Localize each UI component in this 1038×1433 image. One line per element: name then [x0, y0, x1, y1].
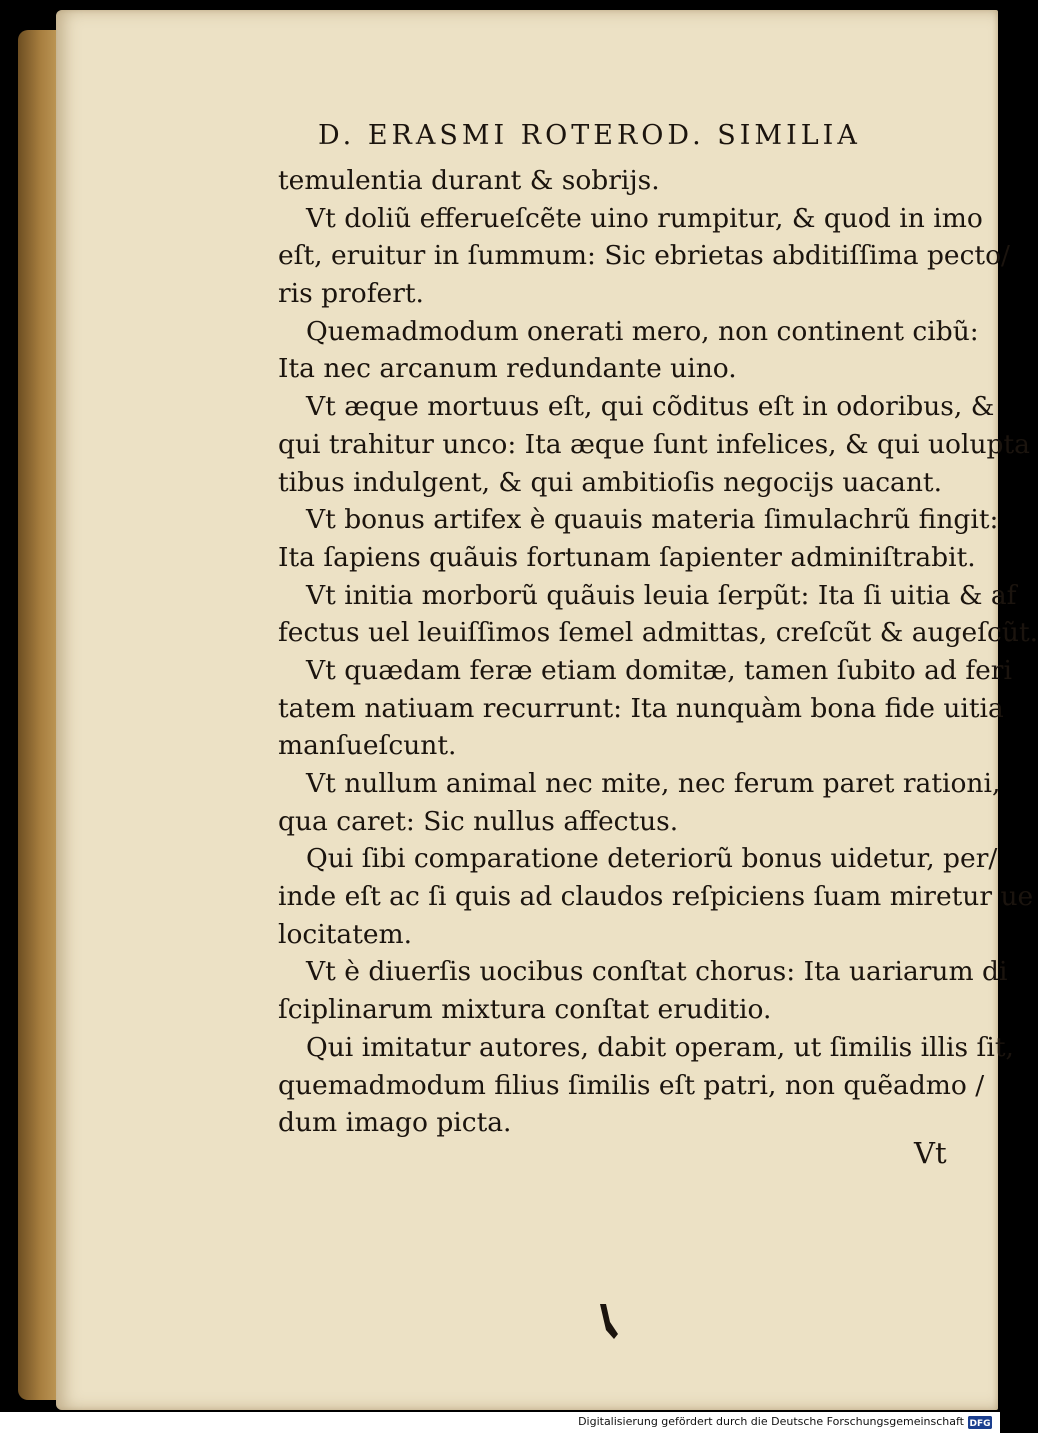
text-line: ſciplinarum mixtura conſtat eruditio. [278, 994, 772, 1026]
text-line: Vt quædam feræ etiam domitæ, tamen ſubito ad feri [306, 654, 1012, 686]
text-line: Qui ſibi comparatione deteriorũ bonus uidetur, per/ [306, 843, 998, 875]
text-line: temulentia durant & sobrijs. [278, 165, 660, 196]
text-line: Vt bonus artifex è quauis materia ſimulachrũ fingit: [306, 504, 999, 536]
running-head: D. ERASMI ROTEROD. SIMILIA [318, 120, 861, 151]
text-line: qui trahitur unco: Ita æque ſunt infelices, & qui uolupta [278, 428, 1030, 460]
text-line: Vt doliũ efferueſcẽte uino rumpitur, & quod in imo [306, 202, 983, 234]
text-block [278, 162, 1038, 1142]
text-line: Quemadmodum onerati mero, non continent cibũ: [306, 315, 979, 347]
text-line: Vt initia morborũ quãuis leuia ſerpũt: Ita ſi uitia & af [306, 579, 1017, 611]
catchword: Vt [914, 1136, 947, 1170]
svg-text:DFG: DFG [969, 1419, 991, 1429]
text-line: quemadmodum filius ſimilis eſt patri, non quẽadmo / [278, 1069, 985, 1101]
text-line: Ita nec arcanum redundante uino. [278, 353, 737, 385]
text-line: inde eſt ac ſi quis ad claudos reſpiciens ſuam miretur ue [278, 881, 1034, 913]
text-line: Vt è diuerſis uocibus conſtat chorus: Ita uariarum di [306, 956, 1008, 988]
text-line: ris profert. [278, 278, 424, 310]
text-line: Vt nullum animal nec mite, nec ferum paret rationi, [306, 768, 1001, 799]
text-line: tibus indulgent, & qui ambitioſis negocijs uacant. [278, 466, 943, 498]
dfg-logo [968, 1416, 992, 1429]
text-line: tatem natiuam recurrunt: Ita nunquàm bona fide uitia [278, 692, 1004, 724]
text-line: qua caret: Sic nullus affectus. [278, 805, 679, 837]
text-line: Qui imitatur autores, dabit operam, ut ſimilis illis ſit, [306, 1031, 1014, 1063]
text-line: fectus uel leuiſſimos ſemel admittas, creſcũt & augeſcũt. [278, 617, 1038, 649]
footer-credit: Digitalisierung gefördert durch die Deutsche Forschungsgemeinschaft [578, 1415, 964, 1428]
text-line: manſueſcunt. [278, 730, 457, 762]
text-line: Vt æque mortuus eſt, qui cõditus eſt in odoribus, & [306, 391, 995, 423]
text-line: Ita ſapiens quãuis fortunam ſapienter adminiſtrabit. [278, 541, 976, 573]
text-line: locitatem. [278, 918, 413, 950]
text-line: eſt, eruitur in ſummum: Sic ebrietas abditiſſima pecto/ [278, 240, 1010, 272]
footer-bar [0, 1412, 1000, 1433]
ink-mark [596, 1302, 620, 1340]
text-line: dum imago picta. [278, 1107, 512, 1139]
